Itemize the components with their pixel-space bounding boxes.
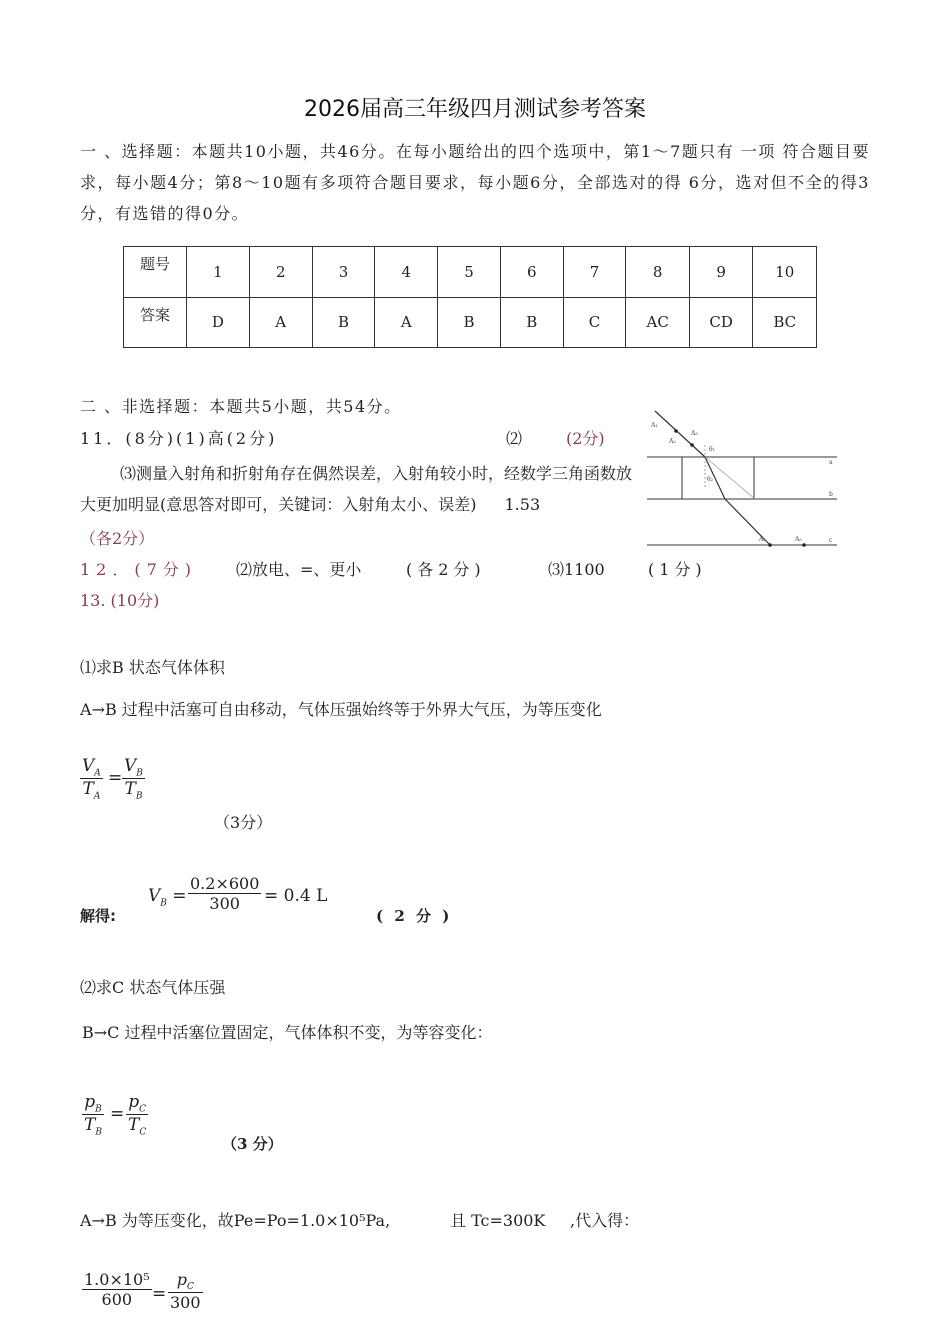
- q12-part3: ⑶1100: [548, 560, 605, 579]
- eq3-left-fraction: $p_B$ $T_B$: [84, 1092, 102, 1138]
- eq2-lhs: $V_B$ =: [148, 886, 187, 909]
- q11-part3-value: 1.53: [504, 495, 541, 514]
- table-cell: D: [187, 297, 250, 348]
- q13-head: 13. (10分): [80, 591, 160, 610]
- table-cell: 2: [249, 247, 312, 298]
- q13-part1-title: ⑴求B 状态气体体积: [80, 658, 225, 677]
- eq1-left-fraction: $V_A$ $T_A$: [82, 756, 101, 802]
- q12-head: 12．(7分): [80, 560, 198, 579]
- refraction-diagram: [645, 405, 840, 555]
- table-cell: B: [438, 297, 501, 348]
- answer-table: [123, 246, 817, 348]
- line-substitute: ,代入得：: [570, 1211, 640, 1230]
- q11-head: 11．(8分)(1)高(2分): [80, 429, 278, 448]
- q12-part2: ⑵放电、=、更小: [236, 560, 362, 579]
- table-row-numbers: [124, 247, 817, 298]
- diagram-label: A₂: [669, 438, 676, 445]
- table-cell: B: [312, 297, 375, 348]
- q13-part2-desc: B→C 过程中活塞位置固定，气体体积不变，为等容变化：: [82, 1023, 493, 1042]
- diagram-label: θ₁: [709, 446, 716, 453]
- table-cell: 8: [626, 247, 689, 298]
- row-label-answer: 答案: [124, 297, 187, 348]
- table-cell: BC: [753, 297, 817, 348]
- solve-label: 解得:: [80, 907, 116, 925]
- diagram-label: A₁: [651, 422, 658, 429]
- eq4-left-fraction: 1.0×10⁵ 600: [84, 1270, 150, 1309]
- eq3-equals: =: [110, 1104, 125, 1124]
- table-cell: B: [500, 297, 563, 348]
- diagram-label: a: [829, 459, 833, 466]
- q11-part3-text: ⑶测量入射角和折射角存在偶然误差，入射角较小时，经数学三角函数放大更加明显(意思答对即可，关键词：入射角太小、误差): [80, 464, 633, 514]
- eq1-equals: =: [108, 768, 123, 788]
- diagram-label: θ₂: [707, 476, 714, 483]
- table-cell: A: [375, 297, 438, 348]
- table-cell: 5: [438, 247, 501, 298]
- q12-part2-score: (各2分): [406, 560, 486, 579]
- eq4-equals: =: [152, 1284, 167, 1304]
- eq4-right-fraction: $p_C$ 300: [170, 1270, 201, 1313]
- table-cell: 9: [689, 247, 753, 298]
- table-cell: C: [563, 297, 626, 348]
- q11-part3-score: （各2分）: [80, 529, 155, 548]
- diagram-label: b: [829, 491, 833, 498]
- q11-part2-score: (2分): [566, 429, 605, 448]
- q12-part3-score: (1分): [648, 560, 707, 579]
- eq2-result: = 0.4 L: [264, 886, 328, 906]
- page-title: 2026届高三年级四月测试参考答案: [304, 97, 646, 122]
- table-cell: 3: [312, 247, 375, 298]
- table-cell: 7: [563, 247, 626, 298]
- table-cell: AC: [626, 297, 689, 348]
- line-ab: A→B 为等压变化，故Pe=Po=1.0×10⁵Pa,: [80, 1211, 391, 1230]
- eq1-score: （3分）: [214, 813, 273, 832]
- table-cell: A: [249, 297, 312, 348]
- eq3-right-fraction: $p_C$ $T_C$: [128, 1092, 147, 1138]
- section1-intro: 一 、选择题：本题共10小题，共46分。在每小题给出的四个选项中，第1～7题只有 一项 符合题目要求，每小题4分；第8～10题有多项符合题目要求，每小题6分，全部选对的得 6分，选对但不全的得3分，有选错的得0分。: [80, 142, 870, 223]
- table-cell: 1: [187, 247, 250, 298]
- diagram-label: A₃: [691, 430, 698, 437]
- table-cell: 10: [753, 247, 817, 298]
- eq2-score: ( 2 分 ): [376, 907, 453, 925]
- q11-part3: [80, 458, 635, 520]
- table-row-answers: [124, 297, 817, 348]
- diagram-label: c: [829, 537, 833, 544]
- table-cell: 6: [500, 247, 563, 298]
- row-label-number: 题号: [124, 247, 187, 298]
- eq1-right-fraction: $V_B$ $T_B$: [124, 756, 143, 802]
- q11-part2: ⑵: [506, 429, 523, 448]
- table-cell: CD: [689, 297, 753, 348]
- q13-part2-title: ⑵求C 状态气体压强: [80, 978, 226, 997]
- table-cell: 4: [375, 247, 438, 298]
- eq2-fraction: 0.2×600 300: [190, 874, 260, 913]
- eq3-score: （3 分）: [222, 1135, 283, 1153]
- section2-intro: 二 、非选择题：本题共5小题，共54分。: [80, 397, 402, 416]
- q13-part1-desc: A→B 过程中活塞可自由移动，气体压强始终等于外界大气压，为等压变化: [80, 700, 602, 719]
- line-tc: 且 Tc=300K: [450, 1211, 546, 1230]
- diagram-label: A₄: [759, 536, 766, 543]
- diagram-label: A₅: [795, 536, 802, 543]
